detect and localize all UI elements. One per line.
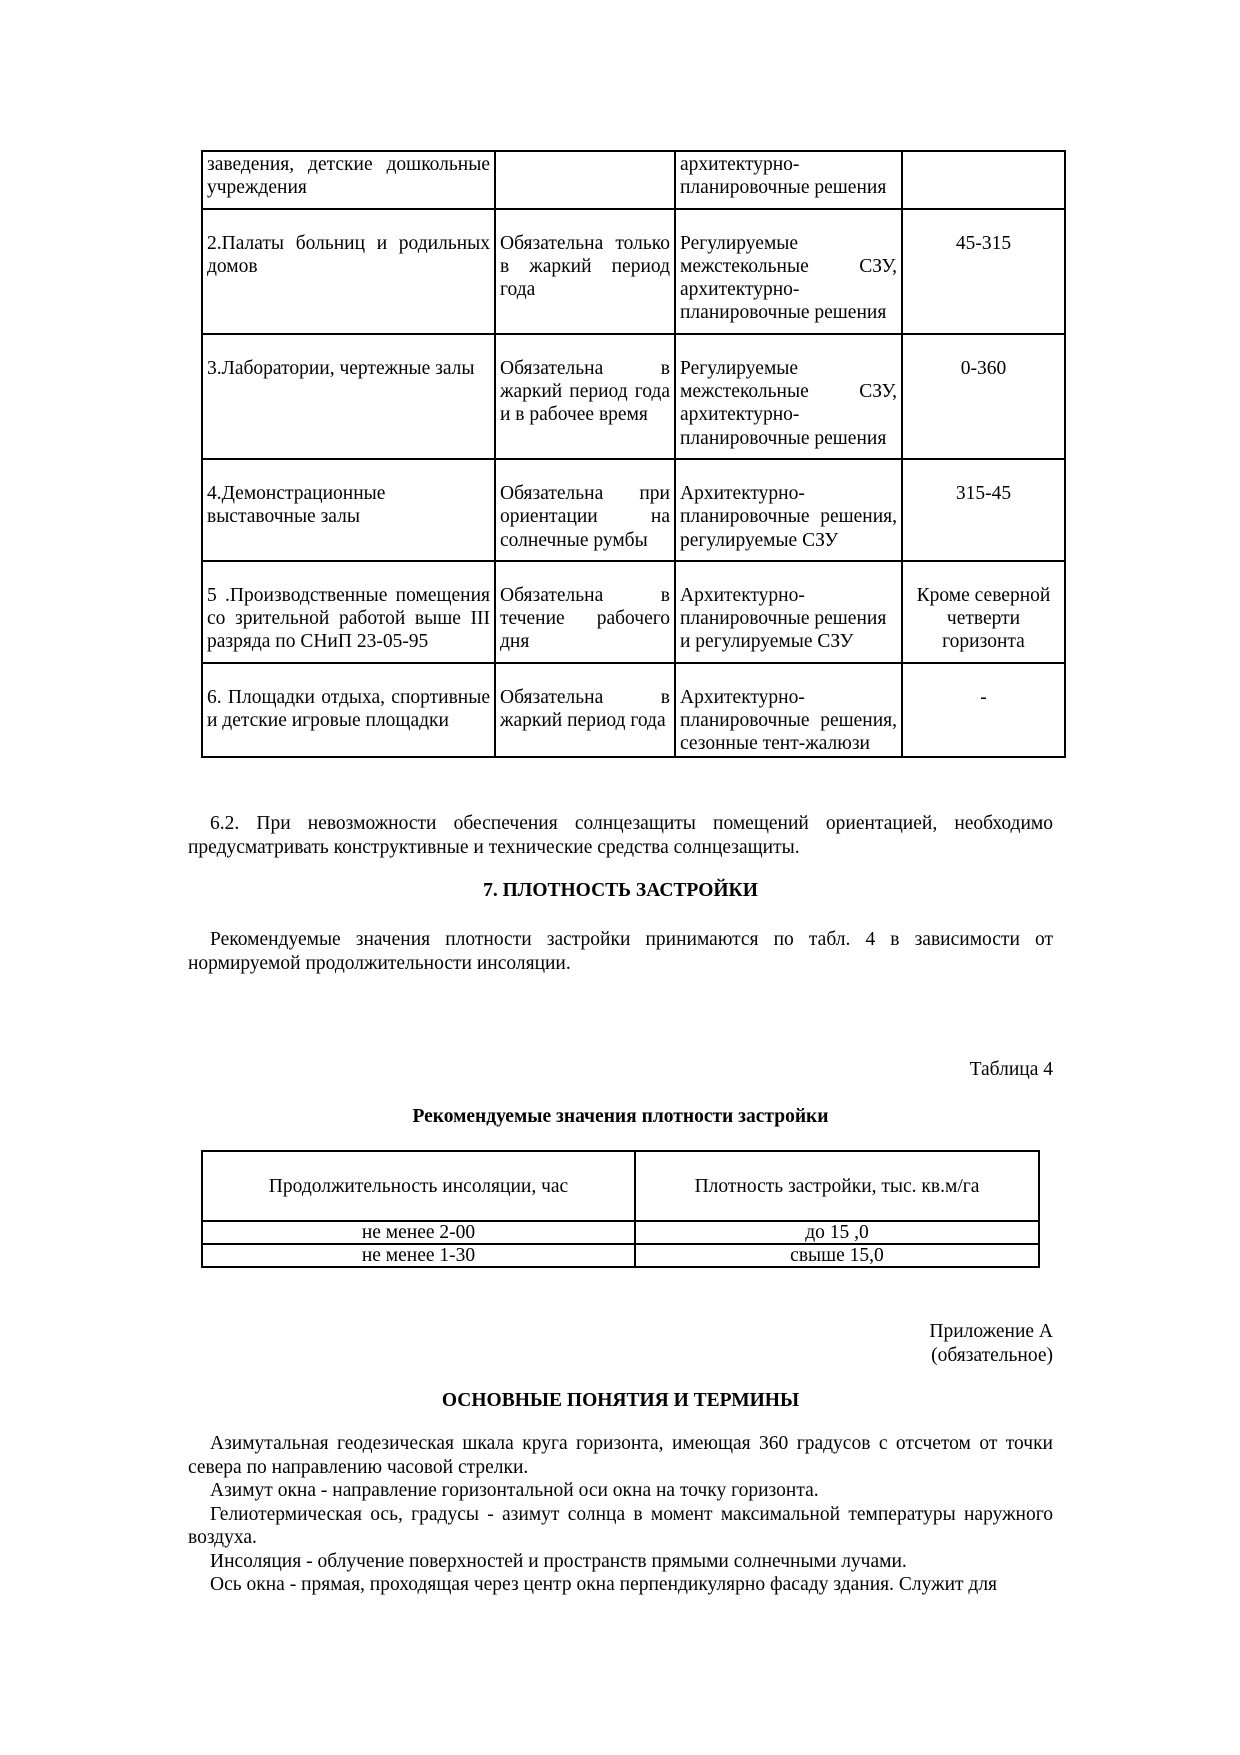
table-cell: не менее 2-00 — [202, 1221, 635, 1244]
table-cell: свыше 15,0 — [635, 1244, 1039, 1267]
table-row — [202, 1221, 1039, 1244]
table-header-cell: Продолжительность инсоляции, час — [202, 1151, 635, 1221]
definition-item: Ось окна - прямая, проходящая через центр окна перпендикулярно фасаду здания. Служит для — [210, 1574, 998, 1595]
table-cell: Обязательна в жаркий период года и в рабочее время — [495, 334, 675, 459]
table-cell: Кроме северной четверти горизонта — [902, 561, 1065, 663]
table-cell: 45-315 — [902, 209, 1065, 334]
table-cell: Архитектурно-планировочные решения и регулируемые СЗУ — [675, 561, 902, 663]
paragraph-6-2: 6.2. При невозможности обеспечения солнцезащиты помещений ориентацией, необходимо предусматривать конструктивные и технические средства солнцезащиты. — [188, 813, 1053, 858]
appendix-status: (обязательное) — [931, 1345, 1053, 1366]
table-cell: 3.Лаборатории, чертежные залы — [202, 334, 495, 459]
definitions-list — [188, 1432, 1053, 1597]
table-cell: не менее 1-30 — [202, 1244, 635, 1267]
table-cell: 2.Палаты больниц и родильных домов — [202, 209, 495, 334]
table-cell: Обязательна в жаркий период года — [495, 663, 675, 757]
table-row — [202, 663, 1065, 757]
table-header-cell: Плотность застройки, тыс. кв.м/га — [635, 1151, 1039, 1221]
table-row — [202, 1244, 1039, 1267]
table-cell: Обязательна при ориентации на солнечные румбы — [495, 459, 675, 561]
table-row — [202, 209, 1065, 334]
table-cell: Обязательна в течение рабочего дня — [495, 561, 675, 663]
table-cell: заведения, детские дошкольные учреждения — [202, 151, 495, 209]
table-cell: 315-45 — [902, 459, 1065, 561]
table-cell: 4.Демонстрационные выставочные залы — [202, 459, 495, 561]
table-cell: Регулируемые межстекольные СЗУ, архитектурно-планировочные решения — [675, 209, 902, 334]
density-table — [201, 1150, 1040, 1268]
section-7-heading: 7. ПЛОТНОСТЬ ЗАСТРОЙКИ — [483, 880, 758, 901]
definition-item: Азимутальная геодезическая шкала круга горизонта, имеющая 360 градусов с отсчетом от точки севера по направлению часовой стрелки. — [188, 1433, 1053, 1478]
table-row — [202, 459, 1065, 561]
appendix-label: Приложение А — [929, 1321, 1053, 1342]
sun-protection-table — [201, 150, 1066, 758]
definition-item: Гелиотермическая ось, градусы - азимут солнца в момент максимальной температуры наружного воздуха. — [188, 1503, 1053, 1548]
appendix-heading: ОСНОВНЫЕ ПОНЯТИЯ И ТЕРМИНЫ — [441, 1390, 800, 1411]
table-row — [202, 561, 1065, 663]
table-cell: до 15 ,0 — [635, 1221, 1039, 1244]
table-header-row — [202, 1151, 1039, 1221]
section-7-text: Рекомендуемые значения плотности застройки принимаются по табл. 4 в зависимости от нормируемой продолжительности инсоляции. — [188, 929, 1053, 974]
table-row — [202, 334, 1065, 459]
table-cell: 6. Площадки отдыха, спортивные и детские игровые площадки — [202, 663, 495, 757]
table-cell — [495, 151, 675, 209]
table-row — [202, 151, 1065, 209]
table-cell — [902, 151, 1065, 209]
table-cell: - — [902, 663, 1065, 757]
table-cell: 0-360 — [902, 334, 1065, 459]
definition-item: Азимут окна - направление горизонтальной оси окна на точку горизонта. — [210, 1480, 819, 1501]
table-cell: Архитектурно-планировочные решения, регулируемые СЗУ — [675, 459, 902, 561]
table-cell: 5 .Производственные помещения со зрительной работой выше III разряда по СНиП 23-05-95 — [202, 561, 495, 663]
table-cell: Обязательна только в жаркий период года — [495, 209, 675, 334]
definition-item: Инсоляция - облучение поверхностей и пространств прямыми солнечными лучами. — [210, 1550, 907, 1572]
table-4-label: Таблица 4 — [969, 1059, 1053, 1080]
table-4-title: Рекомендуемые значения плотности застройки — [412, 1106, 829, 1127]
table-cell: Архитектурно-планировочные решения, сезонные тент-жалюзи — [675, 663, 902, 757]
table-cell: архитектурно-планировочные решения — [675, 151, 902, 209]
table-cell: Регулируемые межстекольные СЗУ, архитектурно-планировочные решения — [675, 334, 902, 459]
